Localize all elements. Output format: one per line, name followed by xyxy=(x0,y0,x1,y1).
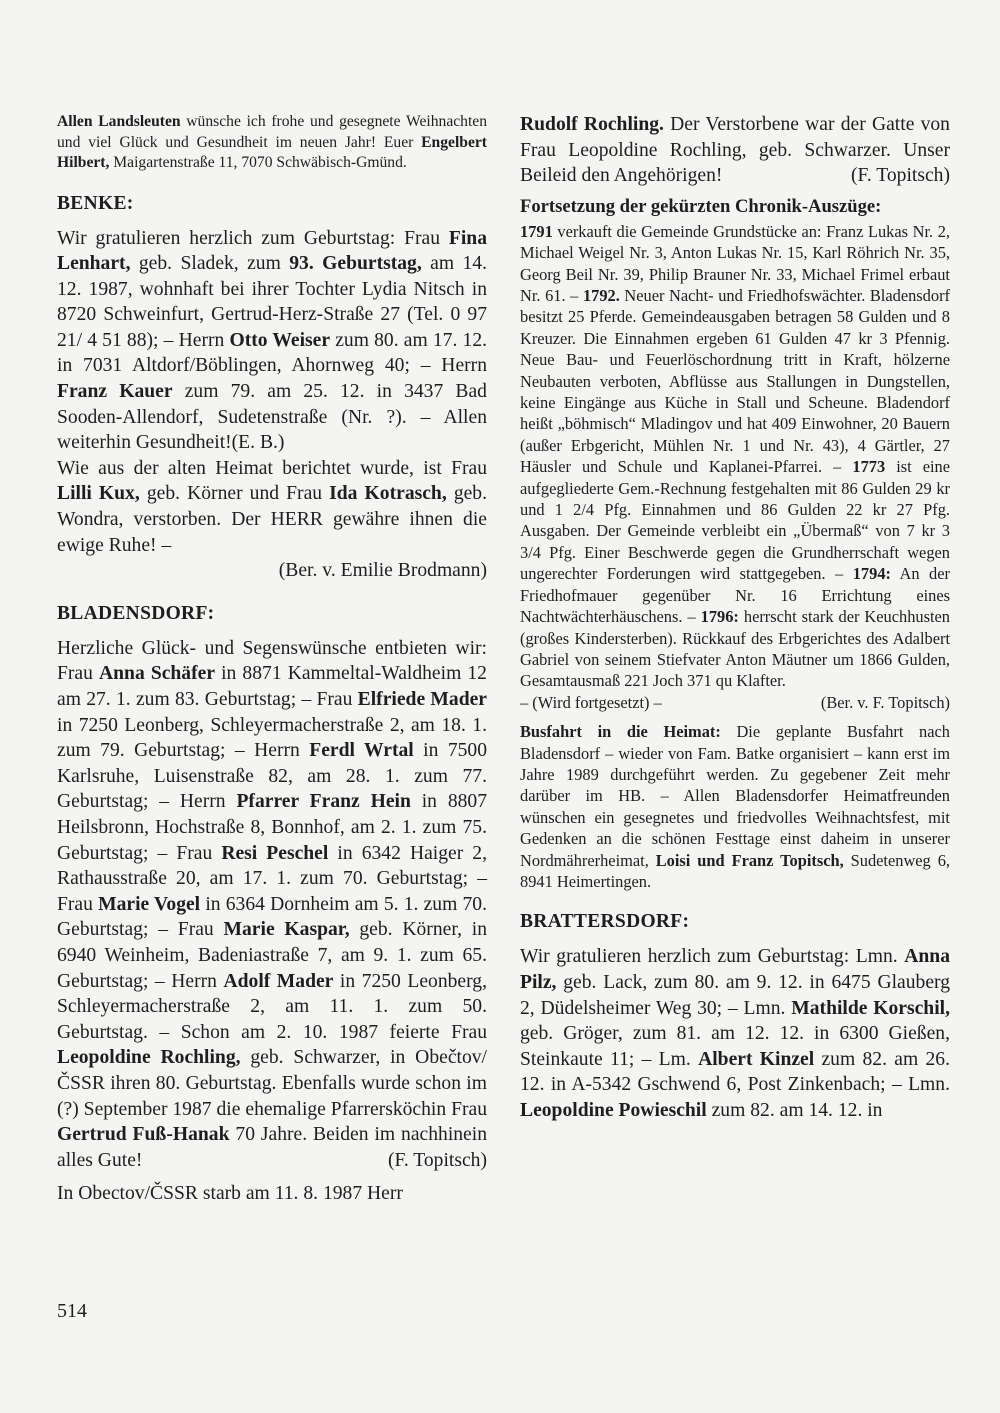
section-heading-benke: BENKE: xyxy=(57,192,134,214)
busfahrt-paragraph: Busfahrt in die Heimat: Die geplante Busfahrt nach Bladensdorf – wieder von Fam. Batke organisiert – kann erst im Jahre 1989 durchgeführt werden. Zu gegebener Zeit mehr darüber im HB. – Allen Bladensdorfer Heimatfreunden wünschen ein gesegnetes und friedvolles Weihnachtsfest, mit Gedenken an die schönen Festtage einst daheim in unserer Nordmährerheimat, Loisi und Franz Topitsch, Sudetenweg 6, 8941 Heimertingen. xyxy=(520,722,950,891)
page-number: 514 xyxy=(57,1300,87,1322)
continued-note: – (Wird fortgesetzt) – xyxy=(520,692,662,712)
bladensdorf-birthday-paragraph: Herzliche Glück- und Segenswünsche entbieten wir: Frau Anna Schäfer in 8871 Kammeltal-Waldheim 12 am 27. 1. zum 83. Geburtstag; – Frau Elfriede Mader in 7250 Leonberg, Schleyermacherstraße 2, am 18. 1. zum 79. Geburtstag; – Herrn Ferdl Wrtal in 7500 Karlsruhe, Luisenstraße 82, am 28. 1. zum 77. Geburtstag; – Herrn Pfarrer Franz Hein in 8807 Heilsbronn, Hochstraße 8, Bonnhof, am 2. 1. zum 75. Geburtstag; – Frau Resi Peschel in 6342 Haiger 2, Rathausstraße 20, am 17. 1. zum 70. Geburtstag; – Frau Marie Vogel in 6364 Dornheim am 5. 1. zum 70. Geburtstag; – Frau Marie Kaspar, geb. Körner, in 6940 Weinheim, Badeniastraße 7, am 9. 1. zum 65. Geburtstag; – Herrn Adolf Mader in 7250 Leonberg, Schleyermacherstraße 2, am 11. 1. zum 50. Geburtstag. – Schon am 2. 10. 1987 feierte Frau Leopoldine Rochling, geb. Schwarzer, in Obečtov/ČSSR ihren 80. Geburtstag. Ebenfalls wurde schon im (?) September 1987 die ehemalige Pfarrersköchin Frau Gertrud Fuß-Hanak 70 Jahre. Beiden im nachhinein alles Gute! (F. Topitsch) xyxy=(57,636,487,1173)
attribution: (Ber. v. F. Topitsch) xyxy=(820,692,950,712)
attribution: (F. Topitsch) xyxy=(387,1149,487,1171)
intro-greeting: Allen Landsleuten wünsche ich frohe und gesegnete Weihnachten und viel Glück und Gesundheit im neuen Jahr! Euer Engelbert Hilbert, Maigartenstraße 11, 7070 Schwäbisch-Gmünd. xyxy=(57,113,488,171)
benke-obituary-paragraph: Wie aus der alten Heimat berichtet wurde, ist Frau Lilli Kux, geb. Körner und Frau Ida Kotrasch, geb. Wondra, verstorben. Der HERR gewähre ihnen die ewige Ruhe! – (Ber. v. Emilie Brodmann) xyxy=(57,456,487,584)
attribution: (Ber. v. Emilie Brodmann) xyxy=(278,560,487,582)
bold-name: Engelbert Hilbert, xyxy=(57,133,487,171)
bold-text: Allen Landsleuten xyxy=(57,113,181,130)
chronik-heading: Fortsetzung der gekürzten Chronik-Auszüge: xyxy=(520,195,882,217)
brattersdorf-birthday-paragraph: Wir gratulieren herzlich zum Geburtstag: Lmn. Anna Pilz, geb. Lack, zum 80. am 9. 12. in 6475 Glauberg 2, Düdelsheimer Weg 30; – Lmn. Mathilde Korschil, geb. Gröger, zum 81. am 12. 12. in 6300 Gießen, Steinkaute 11; – Lm. Albert Kinzel zum 82. am 26. 12. in A-5342 Gschwend 6, Post Zinkenbach; – Lmn. Leopoldine Powieschil zum 82. am 14. 12. in xyxy=(520,946,951,1121)
section-heading-brattersdorf: BRATTERSDORF: xyxy=(520,911,690,933)
attribution: (F. Topitsch) xyxy=(850,165,950,187)
death-notice-paragraph: Rudolf Rochling. Der Verstorbene war der Gatte von Frau Leopoldine Rochling, geb. Schwarzer. Unser Beileid den Angehörigen! (F. Topitsch) xyxy=(520,112,950,189)
right-column xyxy=(520,112,950,1124)
benke-birthday-paragraph: Wir gratulieren herzlich zum Geburtstag: Frau Fina Lenhart, geb. Sladek, zum 93. Geburtstag, am 14. 12. 1987, wohnhaft bei ihrer Tochter Lydia Nitsch in 8720 Schweinfurt, Gertrud-Herz-Straße 27 (Tel. 0 97 21/ 4 51 88); – Herrn Otto Weiser zum 80. am 17. 12. in 7031 Altdorf/Böblingen, Ahornweg 40; – Herrn Franz Kauer zum 79. am 25. 12. in 3437 Bad Sooden-Allendorf, Sudetenstraße (Nr. ?). – Allen weiterhin Gesundheit!(E. B.) xyxy=(57,227,488,454)
left-column xyxy=(57,112,487,1207)
chronik-footer xyxy=(520,692,950,713)
bladensdorf-death-paragraph: In Obectov/ČSSR starb am 11. 8. 1987 Herr xyxy=(57,1183,403,1205)
section-heading-bladensdorf: BLADENSDORF: xyxy=(57,602,215,624)
chronik-paragraph: 1791 verkauft die Gemeinde Grundstücke an: Franz Lukas Nr. 2, Michael Weigel Nr. 3, Anton Lukas Nr. 15, Karl Röhrich Nr. 35, Georg Beil Nr. 39, Philip Brauner Nr. 33, Michael Frimel erbaut Nr. 61. – 1792. Neuer Nacht- und Friedhofswächter. Bladensdorf besitzt 25 Pferde. Gemeindeausgaben betragen 58 Gulden und 8 Kreuzer. Die Einnahmen ergeben 61 Gulden 47 kr 3 Pfennig. Neue Bau- und Feuerlöschordnung tritt in Kraft, hölzerne Neubauten verboten, Abflüsse aus Stallungen in Dungstellen, keine Eingänge aus Küche in Stall und Scheune. Bladendorf heißt „böhmisch“ Mladingov und hat 409 Einwohner, 20 Bauern (außer Erbgericht, Mühlen Nr. 1 und Nr. 43), 4 Gärtler, 27 Häusler und Schule und Kaplanei-Pfarrei. – 1773 ist eine aufgegliederte Gem.-Rechnung festgehalten mit 86 Gulden 29 kr und 1 2/4 Pfg. Einnahmen und 86 Gulden 22 kr 27 Pfg. Ausgaben. Der Gemeinde verbleibt ein „Übermaß“ von 7 kr 3 3/4 Pfg. Einer Beschwerde gegen die Grundherrschaft wegen ungerechter Forderungen wird stattgegeben. – 1794: An der Friedhofmauer gegenüber Nr. 16 Errichtung eines Nachtwächterhäuschens. – 1796: herrscht stark der Keuchhusten (großes Kindersterben). Rückkauf des Erbgerichtes des Adalbert Gabriel von seinem Stiefvater Anton Mäutner um 1866 Gulden, Gesamtausmaß 221 Joch 371 qu Klafter. – (Wird fortgesetzt) – (Ber. v. F. Topitsch) xyxy=(520,221,950,712)
